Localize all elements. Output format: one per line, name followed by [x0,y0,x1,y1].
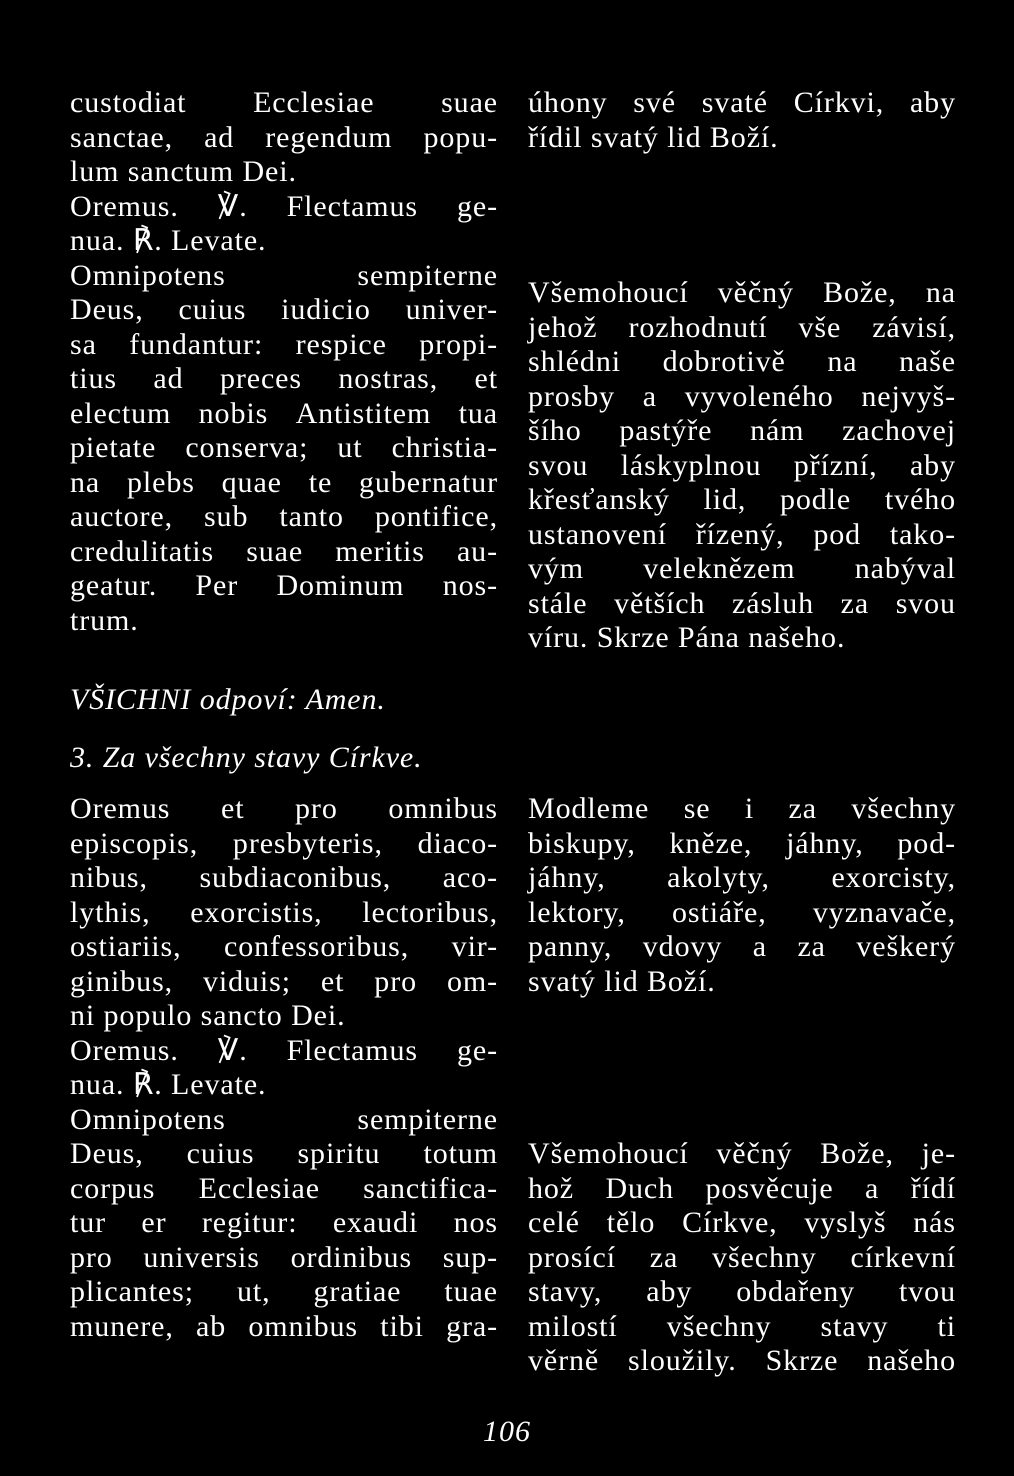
word: vše [798,310,842,344]
word: conserva; [185,431,309,464]
section-heading [70,741,498,776]
word: tibi [380,1309,424,1343]
text-line [70,328,498,363]
word: et [320,964,345,998]
word: ostiariis, [70,930,182,963]
text-line [528,861,956,896]
word: stavy [820,1309,889,1343]
word: Bože, [823,276,897,309]
word: Církve, [682,1206,778,1239]
word: universis [143,1240,260,1274]
word: confessoribus, [224,930,410,963]
text-line: nua. ℟. Levate. [70,1068,267,1101]
text-line [70,569,498,604]
text-line [70,535,498,570]
word: prosby [528,379,616,413]
word: iudicio [281,293,371,326]
word: své [633,86,676,119]
word: cuius [186,1137,255,1170]
word: vyznavače, [812,895,956,929]
word: za [649,1240,679,1274]
text-line [70,1137,498,1172]
word: er [141,1206,167,1239]
word: gratiae [313,1275,402,1308]
word: tanto [279,500,344,533]
text-line [70,930,498,965]
word: ℣. [217,1033,248,1067]
text-line [70,896,498,931]
text-line [70,293,498,328]
word: aby [909,86,956,119]
word: pod [813,517,862,551]
text-line [70,1275,498,1310]
text-line [70,121,498,156]
word: Oremus [70,792,171,825]
czech-prayer-block-2 [528,276,956,656]
text-line [528,1172,956,1207]
latin-prayer-block-2 [70,792,498,1344]
word: jehož [528,310,598,344]
text-line [528,276,956,311]
word: posvěcuje [705,1171,834,1205]
word: nibus, [70,861,148,894]
word: ad [204,120,235,154]
word: Deus, [70,293,144,326]
text-line [528,930,956,965]
word: regitur: [201,1206,298,1239]
word: tua [458,396,498,430]
czech-prayer-block-4 [528,1137,956,1379]
word: církevní [850,1240,956,1274]
word: exorcistis, [190,895,323,929]
text-line [70,1206,498,1241]
word: ut, [236,1275,271,1308]
response-text: VŠICHNI odpoví: Amen. [70,683,386,716]
text-line: lum sanctum Dei. [70,155,297,188]
word: pro [70,1240,113,1274]
text-line [528,380,956,415]
word: a [752,930,767,963]
word: vyvoleného [684,379,834,413]
text-line [528,1310,956,1345]
text-line [70,1241,498,1276]
word: suae [441,86,498,119]
word: dobrotivě [662,345,786,378]
word: přízní, [793,448,878,482]
word: řízený, [695,517,785,551]
word: věrně [528,1344,600,1377]
word: ge- [456,189,498,223]
word: větších [614,586,706,620]
word: nos [453,1206,498,1239]
text-line: ni populo sancto Dei. [70,999,346,1032]
word: Antistitem [295,396,432,430]
word: lektory, [528,895,626,929]
word: Ecclesiae [198,1171,320,1205]
text-line [528,311,956,346]
word: credulitatis [70,534,215,568]
word: nos- [442,569,498,602]
text-line [528,518,956,553]
text-line: svatý lid Boží. [528,964,716,998]
text-line [70,362,498,397]
word: i [744,792,755,825]
word: Oremus. [70,189,179,223]
word: ad [153,362,184,395]
text-line [70,466,498,501]
word: aby [646,1275,693,1308]
word: ustanovení [528,517,667,551]
word: auctore, [70,500,173,533]
word: řídí [910,1171,956,1205]
word: propi- [419,327,498,361]
word: vir- [451,930,498,963]
word: plebs [126,465,195,499]
text-line [528,483,956,518]
word: om- [446,964,498,998]
word: nám [750,414,805,447]
word: episcopis, [70,826,199,860]
word: všechny [666,1309,772,1343]
word: custodiat [70,86,187,119]
text-line [528,1344,956,1379]
word: šího [528,414,582,447]
text-line [70,397,498,432]
text-line [528,1206,956,1241]
word: lectoribus, [362,895,498,929]
word: panny, [528,930,613,963]
word: aco- [442,861,498,894]
word: omnibus [388,792,498,825]
word: akolyty, [667,861,770,894]
czech-prayer-block-3 [528,792,956,999]
text-line [70,965,498,1000]
word: et [220,792,245,825]
word: veleknězem [643,552,796,585]
text-line [528,792,956,827]
word: pietate [70,431,157,464]
word: ge- [456,1033,498,1067]
word: Deus, [70,1137,144,1170]
word: nostras, [338,362,439,395]
word: sub [203,500,249,533]
word: biskupy, [528,826,636,860]
word: geatur. [70,569,158,602]
text-line [528,86,956,121]
word: je- [921,1137,956,1170]
word: quae [221,465,282,499]
word: kněze, [669,826,753,860]
word: pro [295,792,338,825]
word: Flectamus [286,1033,418,1067]
word: svou [895,586,956,620]
text-line [70,259,498,294]
word: gra- [446,1309,498,1343]
word: tvého [884,483,956,516]
word: pastýře [619,414,713,447]
word: plicantes; [70,1275,194,1308]
text-line [70,1310,498,1345]
word: sempiterne [357,258,498,292]
word: nobis [198,396,269,430]
word: au- [456,534,498,568]
word: milostí [528,1309,618,1343]
word: nás [913,1206,956,1239]
word: tius [70,362,117,395]
text-line [70,1172,498,1207]
word: Bože, [820,1137,894,1170]
word: gubernatur [359,465,498,499]
word: za [840,586,870,620]
text-line [528,414,956,449]
word: Omnipotens [70,258,226,292]
word: sempiterne [357,1102,498,1136]
word: veškerý [856,930,956,963]
word: pro [374,964,417,998]
text-line [70,431,498,466]
word: te [308,465,333,499]
word: křesťanský [528,483,670,516]
text-line [70,861,498,896]
word: věčný [716,1137,793,1170]
word: naše [899,345,956,378]
text-line [528,552,956,587]
text-line [70,1103,498,1138]
word: láskyplnou [620,448,762,482]
text-line [528,1275,956,1310]
word: zachovej [842,414,956,447]
word: a [865,1171,880,1205]
word: shlédni [528,345,621,378]
text-line [70,827,498,862]
word: sanctae, [70,120,173,154]
word: všechny [712,1240,817,1274]
word: hož [528,1171,575,1205]
word: totum [423,1137,498,1170]
word: nejvyš- [861,379,956,413]
word: exorcisty, [831,861,956,894]
word: sanctifica- [363,1171,498,1205]
text-line [70,190,498,225]
word: meritis [335,534,425,568]
text-line [528,587,956,622]
text-line [70,500,498,535]
word: svaté [701,86,768,119]
word: Duch [605,1171,675,1205]
word: Per [195,569,239,602]
word: na [925,276,956,309]
text-line: nua. ℟. Levate. [70,224,267,257]
word: ti [937,1309,956,1343]
czech-prayer-block-1 [528,86,956,155]
word: viduis; [202,964,291,998]
word: subdiaconibus, [199,861,392,894]
word: vým [528,552,585,585]
word: Ecclesiae [253,86,375,119]
word: ℣. [217,189,248,223]
text-line [528,345,956,380]
word: rozhodnutí [628,310,768,344]
word: celé [528,1206,580,1239]
word: stále [528,586,588,620]
word: respice [295,327,387,361]
text-line [70,1034,498,1069]
text-line [528,449,956,484]
word: Modleme [528,792,650,825]
word: christia- [391,431,498,464]
word: suae [246,534,304,568]
word: za [788,792,817,825]
word: Flectamus [286,189,418,223]
word: sup- [442,1240,498,1274]
word: nabýval [854,552,956,585]
word: popu- [423,120,498,154]
word: exaudi [332,1206,419,1239]
response-line [70,683,498,718]
text-line: víru. Skrze Pána našeho. [528,621,846,654]
text-line [528,1241,956,1276]
word: se [683,792,711,825]
word: svou [528,448,589,482]
word: jáhny, [786,826,864,860]
text-line: trum. [70,603,139,637]
word: regendum [265,120,393,154]
word: Omnipotens [70,1102,226,1136]
word: stavy, [528,1275,603,1308]
word: ut [337,431,363,464]
word: tuae [444,1275,498,1308]
page-number: 106 [483,1415,531,1448]
word: Oremus. [70,1033,179,1067]
word: cuius [178,293,247,326]
text-line [528,896,956,931]
word: a [642,379,657,413]
word: sa [70,327,97,361]
word: et [474,362,498,395]
word: diaco- [417,826,498,860]
word: presbyteris, [232,826,383,860]
word: za [797,930,826,963]
word: electum [70,396,172,430]
word: vyslyš [804,1206,887,1239]
word: Skrze [765,1344,839,1377]
word: jáhny, [528,861,606,894]
text-line [528,1137,956,1172]
word: pod- [897,826,956,860]
text-line [70,792,498,827]
word: úhony [528,86,608,119]
word: obdařeny [736,1275,856,1308]
word: Všemohoucí [528,1137,689,1170]
word: ginibus, [70,964,174,998]
word: spiritu [297,1137,381,1170]
text-line [70,86,498,121]
word: Dominum [276,569,405,602]
word: ab [196,1309,227,1343]
word: našeho [867,1344,956,1377]
word: podle [779,483,852,516]
text-line: řídil svatý lid Boží. [528,120,779,154]
word: lid, [703,483,747,516]
word: tako- [889,517,956,551]
word: na [827,345,858,378]
word: tělo [606,1206,656,1239]
word: na [70,465,101,499]
word: corpus [70,1171,156,1205]
word: preces [219,362,302,395]
word: munere, [70,1309,174,1343]
heading-text: 3. Za všechny stavy Církve. [70,741,423,774]
word: ostiáře, [671,895,767,929]
word: aby [909,448,956,482]
word: omnibus [248,1309,359,1343]
word: závisí, [872,310,956,344]
word: tvou [899,1275,956,1308]
word: prosící [528,1240,616,1274]
word: pontifice, [374,500,498,533]
word: vdovy [642,930,723,963]
word: všechny [851,792,956,825]
word: věčný [717,276,794,309]
word: lythis, [70,895,151,929]
word: Všemohoucí [528,276,689,309]
word: univer- [405,293,498,326]
word: Církvi, [793,86,885,119]
word: ordinibus [290,1240,413,1274]
text-line [528,827,956,862]
latin-prayer-block-1 [70,86,498,638]
word: fundantur: [129,327,264,361]
word: zásluh [731,586,815,620]
word: sloužily. [628,1344,737,1377]
word: tur [70,1206,107,1239]
